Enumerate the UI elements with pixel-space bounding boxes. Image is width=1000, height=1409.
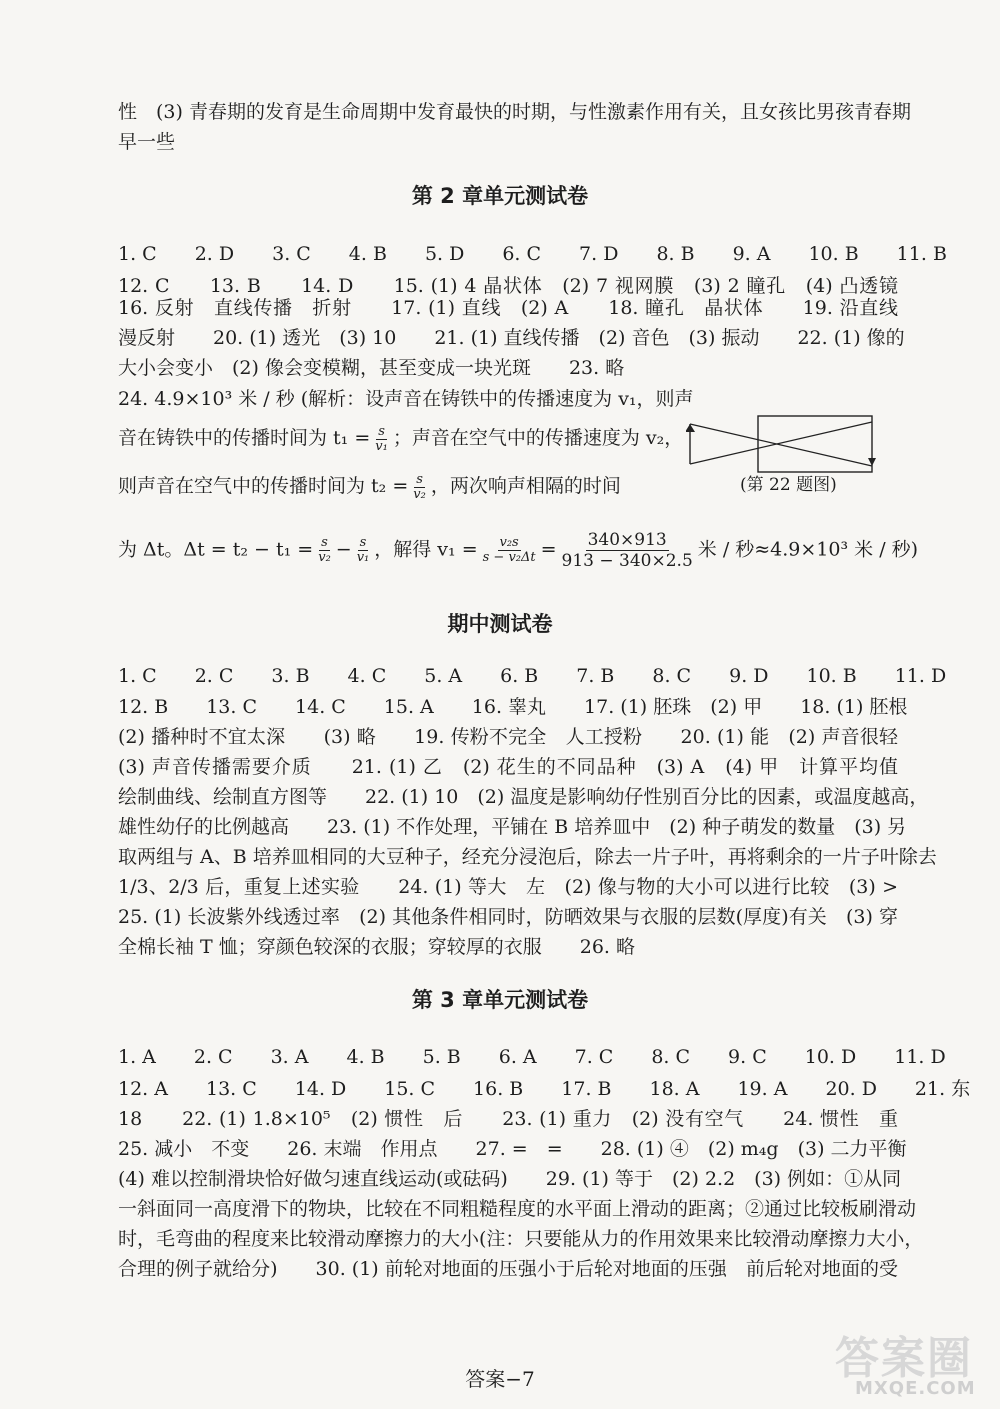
ch2-line-3: 16. 反射 直线传播 折射 17. (1) 直线 (2) A 18. 瞳孔 晶状体 19. 沿直线 bbox=[118, 297, 898, 319]
q24-text-c: 则声音在空气中的传播时间为 t₂ = bbox=[118, 475, 409, 497]
ch2-line-1: 1. C 2. D 3. C 4. B 5. D 6. C 7. D 8. B 9. A 10. B 11. B bbox=[118, 243, 947, 265]
ch3-line-4: 25. 减小 不变 26. 末端 作用点 27. = = 28. (1) ④ (2) m₄g (3) 二力平衡 bbox=[118, 1138, 907, 1160]
fraction-s-over-v1: $\frac{s}{\text{v₁}}$ bbox=[375, 423, 388, 454]
mid-line-9: 25. (1) 长波紫外线透过率 (2) 其他条件相同时，防晒效果与衣服的层数(厚度)有关 (3) 穿 bbox=[118, 906, 898, 928]
q24-text-e: 为 Δt。Δt = t₂ − t₁ = bbox=[118, 538, 314, 561]
ch3-line-8: 合理的例子就给分) 30. (1) 前轮对地面的压强小于后轮对地面的压强 前后轮对地面的受 bbox=[118, 1258, 898, 1280]
mid-line-6: 雄性幼仔的比例越高 23. (1) 不作处理，平铺在 B 培养皿中 (2) 种子萌发的数量 (3) 另 bbox=[118, 816, 907, 838]
mid-line-4: (3) 声音传播需要介质 21. (1) 乙 (2) 花生的不同品种 (3) A (4) 甲 计算平均值 bbox=[118, 756, 898, 778]
section-title-chapter-3: 第 3 章单元测试卷 bbox=[411, 988, 589, 1012]
ch3-line-7: 时，毛弯曲的程度来比较滑动摩擦力的大小(注：只要能从力的作用效果来比较滑动摩擦力大小， bbox=[118, 1228, 924, 1250]
ch2-line-2: 12. C 13. B 14. D 15. (1) 4 晶状体 (2) 7 视网膜 (3) 2 瞳孔 (4) 凸透镜 bbox=[118, 275, 898, 297]
figure-ray-1 bbox=[690, 424, 872, 466]
section-title-midterm: 期中测试卷 bbox=[447, 612, 553, 636]
ch2-line-5: 大小会变小 (2) 像会变模糊，甚至变成一块光斑 23. 略 bbox=[118, 357, 625, 379]
q24-line-4 bbox=[118, 530, 919, 571]
pinhole-figure bbox=[686, 414, 876, 474]
watermark-url: MXQE.COM bbox=[855, 1378, 976, 1399]
page-number: 答案−7 bbox=[465, 1367, 535, 1391]
intro-line-1: 性 (3) 青春期的发育是生命周期中发育最快的时期，与性激素作用有关，且女孩比男孩青春期 bbox=[118, 101, 911, 123]
mid-line-10: 全棉长袖 T 恤；穿颜色较深的衣服；穿较厚的衣服 26. 略 bbox=[118, 936, 636, 958]
q24-text-b: ；声音在空气中的传播速度为 v₂， bbox=[392, 427, 684, 449]
ch3-line-1: 1. A 2. C 3. A 4. B 5. B 6. A 7. C 8. C 9. C 10. D 11. D bbox=[118, 1046, 946, 1068]
fraction-numeric: $\frac{340\times 913}{913 - 340\times 2.5}$ bbox=[561, 530, 693, 571]
figure-caption: (第 22 题图) bbox=[740, 475, 837, 495]
intro-line-2: 早一些 bbox=[118, 131, 176, 153]
q24-text-a: 音在铸铁中的传播时间为 t₁ = bbox=[118, 427, 371, 449]
q24-line-2 bbox=[118, 422, 698, 454]
figure-ray-2 bbox=[690, 422, 872, 464]
mid-line-1: 1. C 2. C 3. B 4. C 5. A 6. B 7. B 8. C 9. D 10. B 11. D bbox=[118, 665, 947, 687]
fraction-s-over-v2: $\frac{s}{\text{v₂}}$ bbox=[413, 471, 426, 502]
ch3-line-5: (4) 难以控制滑块恰好做匀速直线运动(或砝码) 29. (1) 等于 (2) 2.2 (3) 例如：①从同 bbox=[118, 1168, 902, 1190]
q24-text-f: ，解得 v₁ = bbox=[374, 538, 478, 561]
q24-text-d: ，两次响声相隔的时间 bbox=[430, 475, 621, 497]
mid-line-3: (2) 播种时不宜太深 (3) 略 19. 传粉不完全 人工授粉 20. (1) 能 (2) 声音很轻 bbox=[118, 726, 898, 748]
mid-line-5: 绘制曲线、绘制直方图等 22. (1) 10 (2) 温度是影响幼仔性别百分比的因素，或温度越高， bbox=[118, 786, 929, 808]
mid-line-7: 取两组与 A、B 培养皿相同的大豆种子，经充分浸泡后，除去一片子叶，再将剩余的一片子叶除去 bbox=[118, 846, 937, 868]
fraction-s-over-v2-b: $\frac{s}{\text{v₂}}$ bbox=[318, 535, 331, 565]
fraction-v2s: $\frac{\text{v₂s}}{\text{s − v₂Δt}}$ bbox=[482, 535, 536, 565]
q24-line-3 bbox=[118, 470, 698, 502]
mid-line-8: 1/3、2/3 后，重复上述实验 24. (1) 等大 左 (2) 像与物的大小可以进行比较 (3) > bbox=[118, 876, 898, 898]
mid-line-2: 12. B 13. C 14. C 15. A 16. 睾丸 17. (1) 胚珠 (2) 甲 18. (1) 胚根 bbox=[118, 696, 908, 718]
q24-line-1: 24. 4.9×10³ 米 / 秒 (解析：设声音在铸铁中的传播速度为 v₁，则声 bbox=[118, 388, 694, 410]
ch3-line-6: 一斜面同一高度滑下的物块，比较在不同粗糙程度的水平面上滑动的距离；②通过比较板刷滑动 bbox=[118, 1198, 917, 1220]
ch2-line-4: 漫反射 20. (1) 透光 (3) 10 21. (1) 直线传播 (2) 音色 (3) 振动 22. (1) 像的 bbox=[118, 327, 905, 349]
section-title-chapter-2: 第 2 章单元测试卷 bbox=[411, 184, 589, 208]
watermark-logo: 答案圈 bbox=[835, 1333, 973, 1384]
q24-text-g: 米 / 秒≈4.9×10³ 米 / 秒) bbox=[697, 538, 919, 561]
fraction-s-over-v1-b: $\frac{s}{\text{v₁}}$ bbox=[356, 535, 370, 565]
ch3-line-2: 12. A 13. C 14. D 15. C 16. B 17. B 18. A 19. A 20. D 21. 东 bbox=[118, 1078, 971, 1100]
equals-sign: = bbox=[540, 538, 557, 561]
minus-sign: − bbox=[335, 538, 352, 561]
ch3-line-3: 18 22. (1) 1.8×10⁵ (2) 惯性 后 23. (1) 重力 (2) 没有空气 24. 惯性 重 bbox=[118, 1108, 898, 1130]
